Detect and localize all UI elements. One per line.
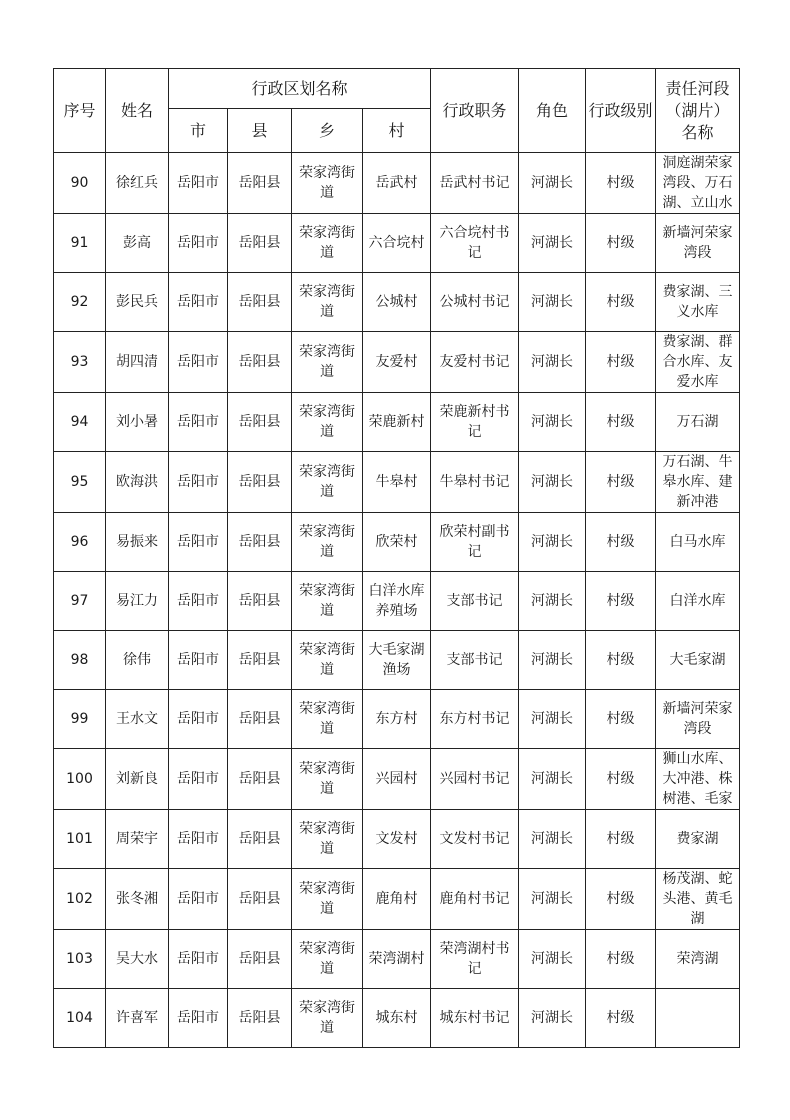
- cell-level: 村级: [586, 452, 656, 513]
- cell-county: 岳阳县: [228, 513, 292, 572]
- cell-city: 岳阳市: [169, 332, 228, 393]
- cell-position: 文发村书记: [431, 810, 519, 869]
- cell-city: 岳阳市: [169, 690, 228, 749]
- cell-township: 荣家湾街道: [292, 930, 363, 989]
- table-row: [54, 393, 740, 452]
- cell-level: 村级: [586, 572, 656, 631]
- cell-section: 费家湖: [656, 810, 740, 869]
- cell-village: 荣湾湖村: [363, 930, 431, 989]
- cell-section: 白马水库: [656, 513, 740, 572]
- cell-section: 荣湾湖: [656, 930, 740, 989]
- cell-township: 荣家湾街道: [292, 869, 363, 930]
- cell-city: 岳阳市: [169, 513, 228, 572]
- table-row: [54, 989, 740, 1048]
- cell-village: 公城村: [363, 273, 431, 332]
- cell-village: 六合垸村: [363, 214, 431, 273]
- cell-city: 岳阳市: [169, 631, 228, 690]
- cell-position: 欣荣村副书记: [431, 513, 519, 572]
- cell-level: 村级: [586, 930, 656, 989]
- cell-section: 杨茂湖、蛇头港、黄毛湖: [656, 869, 740, 930]
- cell-county: 岳阳县: [228, 869, 292, 930]
- cell-village: 鹿角村: [363, 869, 431, 930]
- cell-county: 岳阳县: [228, 452, 292, 513]
- cell-county: 岳阳县: [228, 572, 292, 631]
- header-county: 县: [228, 109, 292, 153]
- header-level: 行政级别: [586, 69, 656, 153]
- cell-level: 村级: [586, 273, 656, 332]
- cell-county: 岳阳县: [228, 749, 292, 810]
- cell-level: 村级: [586, 631, 656, 690]
- cell-name: 刘小暑: [106, 393, 169, 452]
- cell-name: 吴大水: [106, 930, 169, 989]
- cell-role: 河湖长: [519, 214, 586, 273]
- cell-city: 岳阳市: [169, 153, 228, 214]
- cell-name: 周荣宇: [106, 810, 169, 869]
- cell-city: 岳阳市: [169, 452, 228, 513]
- table-row: [54, 214, 740, 273]
- cell-township: 荣家湾街道: [292, 631, 363, 690]
- cell-name: 欧海洪: [106, 452, 169, 513]
- cell-position: 兴园村书记: [431, 749, 519, 810]
- cell-name: 刘新良: [106, 749, 169, 810]
- cell-village: 大毛家湖渔场: [363, 631, 431, 690]
- table-row: [54, 631, 740, 690]
- cell-name: 易江力: [106, 572, 169, 631]
- cell-village: 欣荣村: [363, 513, 431, 572]
- cell-name: 徐伟: [106, 631, 169, 690]
- cell-township: 荣家湾街道: [292, 214, 363, 273]
- cell-city: 岳阳市: [169, 869, 228, 930]
- cell-position: 鹿角村书记: [431, 869, 519, 930]
- cell-county: 岳阳县: [228, 631, 292, 690]
- cell-township: 荣家湾街道: [292, 393, 363, 452]
- table-row: [54, 810, 740, 869]
- cell-city: 岳阳市: [169, 930, 228, 989]
- cell-name: 胡四清: [106, 332, 169, 393]
- cell-township: 荣家湾街道: [292, 690, 363, 749]
- cell-county: 岳阳县: [228, 153, 292, 214]
- cell-name: 徐红兵: [106, 153, 169, 214]
- cell-county: 岳阳县: [228, 393, 292, 452]
- cell-name: 王水文: [106, 690, 169, 749]
- cell-section: 洞庭湖荣家湾段、万石湖、立山水: [656, 153, 740, 214]
- cell-role: 河湖长: [519, 452, 586, 513]
- table-row: [54, 153, 740, 214]
- cell-township: 荣家湾街道: [292, 513, 363, 572]
- cell-name: 许喜军: [106, 989, 169, 1048]
- cell-section: 万石湖: [656, 393, 740, 452]
- table-row: [54, 572, 740, 631]
- cell-role: 河湖长: [519, 273, 586, 332]
- cell-township: 荣家湾街道: [292, 452, 363, 513]
- cell-name: 张冬湘: [106, 869, 169, 930]
- cell-seq: 92: [54, 273, 106, 332]
- header-section: 责任河段（湖片）名称: [656, 69, 740, 153]
- cell-seq: 91: [54, 214, 106, 273]
- cell-section: 万石湖、牛皋水库、建新冲港: [656, 452, 740, 513]
- cell-role: 河湖长: [519, 332, 586, 393]
- cell-section: 白洋水库: [656, 572, 740, 631]
- cell-position: 东方村书记: [431, 690, 519, 749]
- header-village: 村: [363, 109, 431, 153]
- cell-level: 村级: [586, 690, 656, 749]
- cell-position: 公城村书记: [431, 273, 519, 332]
- cell-role: 河湖长: [519, 989, 586, 1048]
- cell-township: 荣家湾街道: [292, 810, 363, 869]
- cell-county: 岳阳县: [228, 690, 292, 749]
- cell-position: 六合垸村书记: [431, 214, 519, 273]
- cell-section: 狮山水库、大冲港、株树港、毛家: [656, 749, 740, 810]
- cell-township: 荣家湾街道: [292, 332, 363, 393]
- cell-seq: 93: [54, 332, 106, 393]
- cell-position: 支部书记: [431, 572, 519, 631]
- cell-city: 岳阳市: [169, 572, 228, 631]
- cell-seq: 100: [54, 749, 106, 810]
- cell-village: 友爱村: [363, 332, 431, 393]
- cell-city: 岳阳市: [169, 214, 228, 273]
- cell-position: 荣鹿新村书记: [431, 393, 519, 452]
- cell-city: 岳阳市: [169, 749, 228, 810]
- cell-level: 村级: [586, 869, 656, 930]
- table-row: [54, 930, 740, 989]
- cell-county: 岳阳县: [228, 214, 292, 273]
- cell-position: 城东村书记: [431, 989, 519, 1048]
- cell-role: 河湖长: [519, 572, 586, 631]
- cell-level: 村级: [586, 749, 656, 810]
- cell-level: 村级: [586, 153, 656, 214]
- cell-role: 河湖长: [519, 690, 586, 749]
- cell-village: 城东村: [363, 989, 431, 1048]
- header-seq: 序号: [54, 69, 106, 153]
- cell-section: 费家湖、群合水库、友爱水库: [656, 332, 740, 393]
- cell-position: 支部书记: [431, 631, 519, 690]
- cell-village: 兴园村: [363, 749, 431, 810]
- cell-county: 岳阳县: [228, 989, 292, 1048]
- cell-city: 岳阳市: [169, 989, 228, 1048]
- cell-section: 费家湖、三义水库: [656, 273, 740, 332]
- header-township: 乡: [292, 109, 363, 153]
- header-name: 姓名: [106, 69, 169, 153]
- cell-level: 村级: [586, 989, 656, 1048]
- cell-village: 白洋水库养殖场: [363, 572, 431, 631]
- cell-level: 村级: [586, 332, 656, 393]
- cell-section: 大毛家湖: [656, 631, 740, 690]
- cell-role: 河湖长: [519, 749, 586, 810]
- cell-role: 河湖长: [519, 513, 586, 572]
- cell-city: 岳阳市: [169, 393, 228, 452]
- cell-village: 岳武村: [363, 153, 431, 214]
- cell-level: 村级: [586, 393, 656, 452]
- cell-county: 岳阳县: [228, 930, 292, 989]
- cell-role: 河湖长: [519, 869, 586, 930]
- table-row: [54, 452, 740, 513]
- cell-county: 岳阳县: [228, 332, 292, 393]
- cell-position: 岳武村书记: [431, 153, 519, 214]
- header-city: 市: [169, 109, 228, 153]
- cell-township: 荣家湾街道: [292, 273, 363, 332]
- cell-seq: 104: [54, 989, 106, 1048]
- table-row: [54, 869, 740, 930]
- cell-role: 河湖长: [519, 631, 586, 690]
- cell-township: 荣家湾街道: [292, 153, 363, 214]
- river-chief-roster-table: [53, 68, 740, 1048]
- header-region-group: 行政区划名称: [169, 69, 431, 109]
- cell-level: 村级: [586, 810, 656, 869]
- cell-seq: 103: [54, 930, 106, 989]
- header-row-top: [54, 69, 740, 109]
- header-position: 行政职务: [431, 69, 519, 153]
- cell-seq: 102: [54, 869, 106, 930]
- header-role: 角色: [519, 69, 586, 153]
- cell-seq: 94: [54, 393, 106, 452]
- cell-seq: 95: [54, 452, 106, 513]
- cell-seq: 99: [54, 690, 106, 749]
- cell-county: 岳阳县: [228, 810, 292, 869]
- cell-seq: 98: [54, 631, 106, 690]
- cell-name: 彭民兵: [106, 273, 169, 332]
- table-row: [54, 332, 740, 393]
- cell-township: 荣家湾街道: [292, 572, 363, 631]
- table-row: [54, 749, 740, 810]
- cell-level: 村级: [586, 513, 656, 572]
- cell-section: 新墙河荣家湾段: [656, 690, 740, 749]
- cell-position: 荣湾湖村书记: [431, 930, 519, 989]
- cell-village: 荣鹿新村: [363, 393, 431, 452]
- cell-county: 岳阳县: [228, 273, 292, 332]
- cell-seq: 90: [54, 153, 106, 214]
- cell-seq: 101: [54, 810, 106, 869]
- cell-village: 牛皋村: [363, 452, 431, 513]
- cell-village: 文发村: [363, 810, 431, 869]
- cell-section: 新墙河荣家湾段: [656, 214, 740, 273]
- cell-seq: 97: [54, 572, 106, 631]
- cell-seq: 96: [54, 513, 106, 572]
- cell-village: 东方村: [363, 690, 431, 749]
- cell-role: 河湖长: [519, 930, 586, 989]
- cell-position: 牛皋村书记: [431, 452, 519, 513]
- cell-township: 荣家湾街道: [292, 749, 363, 810]
- cell-role: 河湖长: [519, 810, 586, 869]
- cell-role: 河湖长: [519, 393, 586, 452]
- cell-city: 岳阳市: [169, 273, 228, 332]
- cell-role: 河湖长: [519, 153, 586, 214]
- table-row: [54, 273, 740, 332]
- cell-city: 岳阳市: [169, 810, 228, 869]
- cell-name: 易振来: [106, 513, 169, 572]
- table-row: [54, 690, 740, 749]
- cell-township: 荣家湾街道: [292, 989, 363, 1048]
- cell-level: 村级: [586, 214, 656, 273]
- table-row: [54, 513, 740, 572]
- cell-section: [656, 989, 740, 1048]
- cell-position: 友爱村书记: [431, 332, 519, 393]
- cell-name: 彭高: [106, 214, 169, 273]
